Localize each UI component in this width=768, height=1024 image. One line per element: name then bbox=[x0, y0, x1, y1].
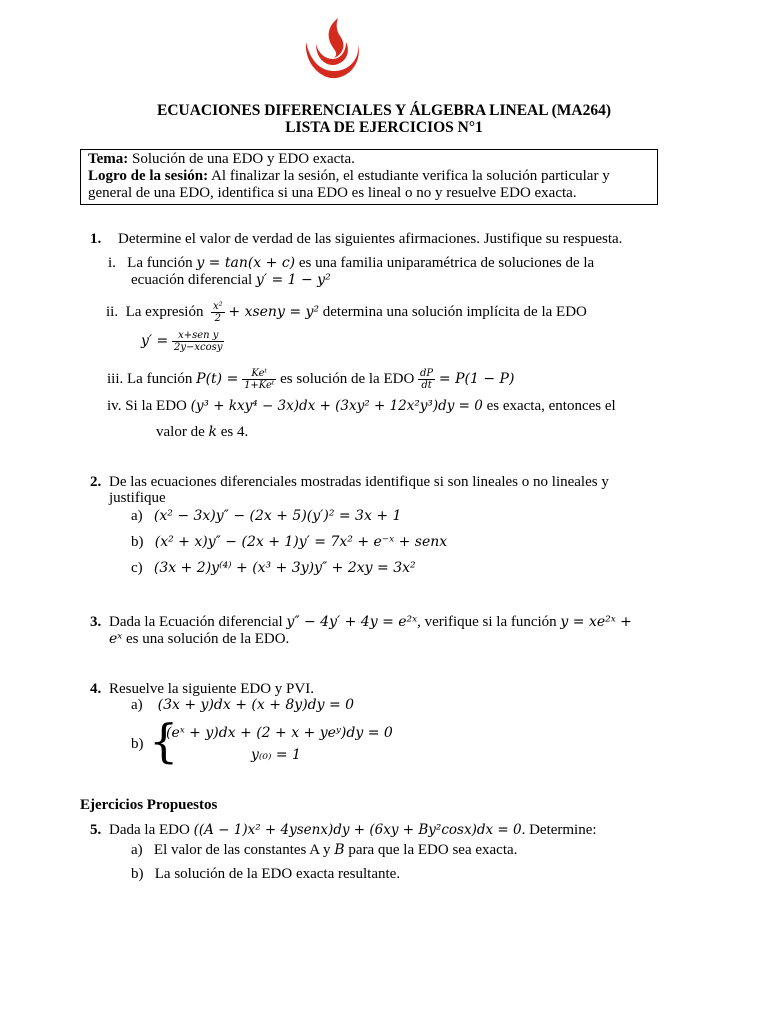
problem-1-statement: Determine el valor de verdad de las siguientes afirmaciones. Justifique su respuesta. bbox=[118, 231, 623, 247]
problem-2-item-c: c) (3x + 2)y⁽⁴⁾ + (x³ + 3y)y″ + 2xy = 3x² bbox=[131, 560, 416, 576]
item-iii-fraction-2: $\frac{dP}{dt}$ bbox=[420, 368, 434, 391]
document-title: ECUACIONES DIFERENCIALES Y ÁLGEBRA LINEAL (MA264) bbox=[156, 102, 612, 119]
logro-line-1 bbox=[88, 168, 610, 185]
item-ii-fraction: $\frac{\text{x²}}{2}$ bbox=[212, 301, 223, 324]
problem-1-item-iv-line2: valor de k es 4. bbox=[156, 424, 249, 440]
problem-2-item-a: a) (x² − 3x)y″ − (2x + 5)(y′)² = 3x + 1 bbox=[131, 508, 402, 524]
problem-5-line: Dada la EDO ((A − 1)x² + 4ysenx)dy + (6xy + By²cosx)dx = 0. Determine: bbox=[109, 822, 597, 838]
system-brace: { bbox=[149, 714, 179, 768]
problem-1-number: 1. bbox=[90, 231, 102, 247]
item-i-math-a: y = tan(x + c) bbox=[196, 255, 296, 271]
item-iii-label: iii. bbox=[107, 370, 124, 387]
item-ii-fraction-2: $\frac{\text{x+sen y}}{2y-xcosy}$ bbox=[174, 330, 223, 353]
item-i-math-b: y′ = 1 − y² bbox=[255, 272, 331, 288]
problem-2-statement-2: justifique bbox=[109, 490, 166, 506]
problem-4-item-a: a) (3x + y)dx + (x + 8y)dy = 0 bbox=[131, 697, 355, 713]
problem-5-number: 5. bbox=[90, 822, 102, 838]
problem-3-number: 3. bbox=[90, 614, 102, 630]
problem-1-item-i: i. La función y = tan(x + c) es una familia uniparamétrica de soluciones de la bbox=[108, 255, 595, 271]
problem-5-item-a: a) El valor de las constantes A y B para que la EDO sea exacta. bbox=[131, 842, 518, 858]
problem-4-item-b-label: b) bbox=[131, 736, 144, 752]
problem-4-statement: Resuelve la siguiente EDO y PVI. bbox=[109, 681, 314, 697]
problem-3-line-2: eˣ es una solución de la EDO. bbox=[109, 631, 290, 647]
item-ii-label: ii. bbox=[106, 303, 119, 320]
document-subtitle: LISTA DE EJERCICIOS N°1 bbox=[285, 119, 483, 136]
university-logo-icon bbox=[298, 14, 368, 84]
problem-1-item-ii: ii. La expresión $\frac{\text{x²}}{2}$ + xseny = y² determina una solución implícita de la EDO bbox=[106, 301, 587, 324]
logro-line-2: general de una EDO, identifica si una EDO es lineal o no y resuelve EDO exacta. bbox=[88, 185, 577, 201]
item-i-label: i. bbox=[108, 255, 116, 271]
problem-4-number: 4. bbox=[90, 681, 102, 697]
problem-1-item-ii-line2: y′ = $\frac{\text{x+sen y}}{2y-xcosy}$ bbox=[141, 330, 223, 353]
logro-label: Logro de la sesión: bbox=[88, 168, 209, 184]
problem-1-item-iii: iii. La función P(t) = $\frac{\text{Keᵗ}}{\text{1+Keᵗ}}$ es solución de la EDO $\frac{dP}{dt}$ = P(1 − P) bbox=[107, 368, 515, 391]
problem-5-item-b: b) La solución de la EDO exacta resultante. bbox=[131, 866, 401, 882]
problem-3-line-1: Dada la Ecuación diferencial y″ − 4y′ + 4y = e²ˣ, verifique si la función y = xe²ˣ + bbox=[109, 614, 632, 630]
problem-1-item-i-line2: ecuación diferencial y′ = 1 − y² bbox=[131, 272, 331, 288]
problem-2-statement-1: De las ecuaciones diferenciales mostradas identifique si son lineales o no lineales y bbox=[109, 474, 609, 490]
problem-4-item-b-eq1: (eˣ + y)dx + (2 + x + yeʸ)dy = 0 bbox=[166, 725, 393, 741]
problem-2-number: 2. bbox=[90, 474, 102, 490]
item-iv-label: iv. bbox=[107, 398, 122, 414]
info-box bbox=[80, 149, 658, 205]
logro-text-1: Al finalizar la sesión, el estudiante verifica la solución particular y bbox=[211, 168, 610, 184]
tema-label: Tema: bbox=[88, 151, 129, 167]
proposed-heading: Ejercicios Propuestos bbox=[80, 797, 218, 813]
problem-1-item-iv: iv. Si la EDO (y³ + kxy⁴ − 3x)dx + (3xy² + 12x²y³)dy = 0 es exacta, entonces el bbox=[107, 398, 616, 414]
tema-line bbox=[88, 151, 355, 168]
problem-2-item-b: b) (x² + x)y″ − (2x + 1)y′ = 7x² + e⁻ˣ + senx bbox=[131, 534, 448, 550]
tema-text: Solución de una EDO y EDO exacta. bbox=[132, 151, 355, 167]
problem-4-item-b-eq2: y₍₀₎ = 1 bbox=[251, 747, 301, 763]
item-iii-fraction: $\frac{\text{Keᵗ}}{\text{1+Keᵗ}}$ bbox=[244, 368, 275, 391]
